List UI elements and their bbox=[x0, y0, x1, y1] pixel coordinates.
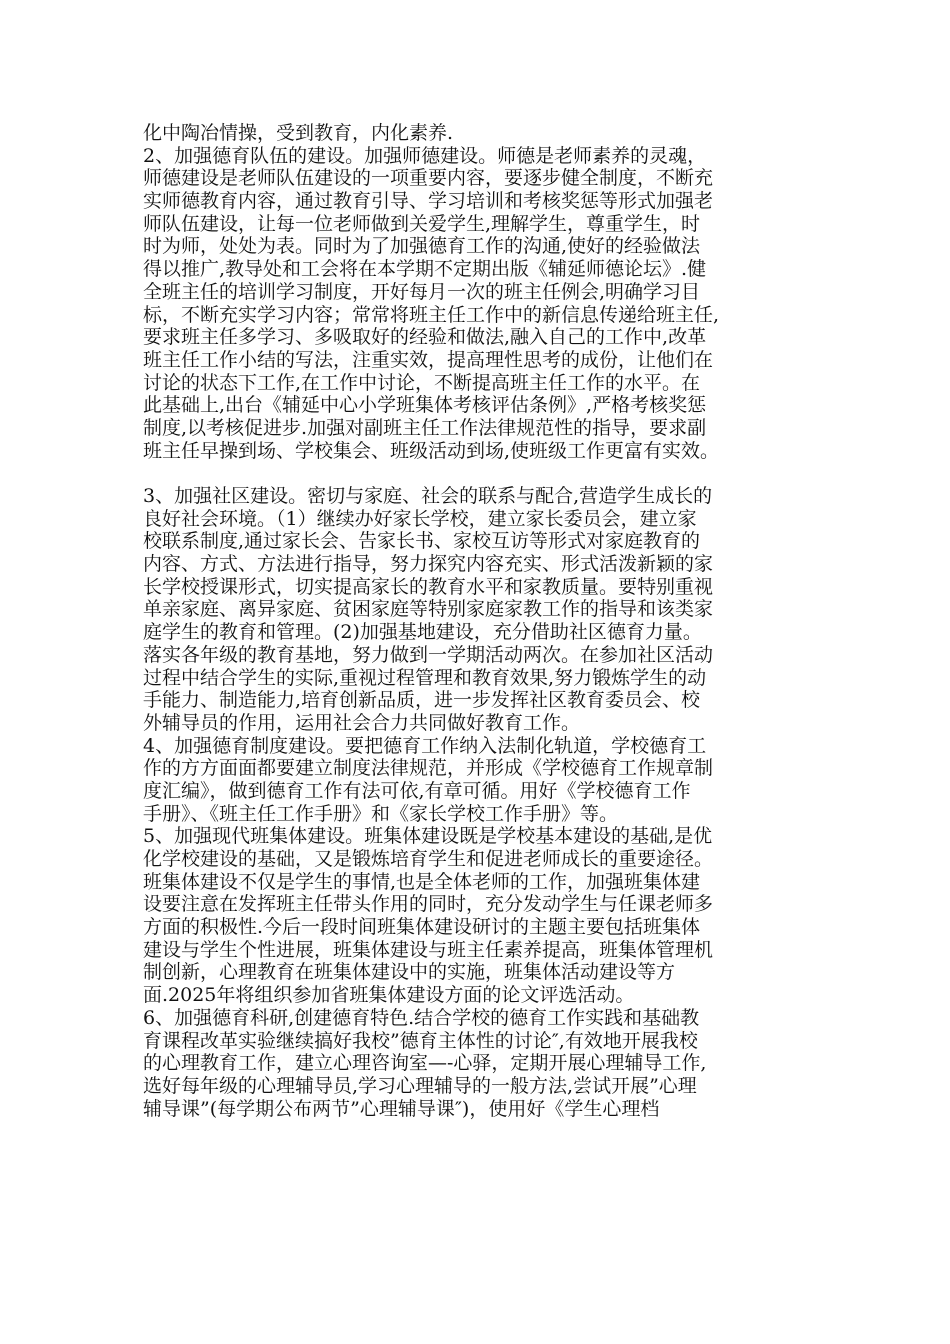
text-line: 要求班主任多学习、多吸取好的经验和做法,融入自己的工作中,改革 bbox=[143, 326, 707, 349]
text-line bbox=[143, 1120, 815, 1143]
paragraph-gap bbox=[143, 462, 815, 485]
text-line: 班主任早操到场、学校集会、班级活动到场,使班级工作更富有实效。 bbox=[143, 439, 720, 462]
text-line: 此基础上,出台《辅延中心小学班集体考核评估条例》,严格考核奖惩 bbox=[143, 394, 707, 417]
text-line: 的心理教育工作，建立心理咨询室—-心驿，定期开展心理辅导工作, bbox=[143, 1052, 707, 1075]
text-line: 设要注意在发挥班主任带头作用的同时，充分发动学生与任课老师多 bbox=[143, 893, 714, 916]
text-line: 全班主任的培训学习制度，开好每月一次的班主任例会,明确学习目 bbox=[143, 280, 701, 303]
text-line: 建设与学生个性进展，班集体建设与班主任素养提高，班集体管理机 bbox=[143, 938, 714, 961]
text-line: 制创新，心理教育在班集体建设中的实施，班集体活动建设等方 bbox=[143, 961, 676, 984]
text-line: 5、加强现代班集体建设。班集体建设既是学校基本建设的基础,是优 bbox=[143, 825, 713, 848]
text-line: 班主任工作小结的写法，注重实效，提高理性思考的成份，让他们在 bbox=[143, 348, 714, 371]
text-line: 辅导课”(每学期公布两节”心理辅导课″)，使用好《学生心理档 bbox=[143, 1097, 660, 1120]
text-line: 实师德教育内容，通过教育引导、学习培训和考核奖惩等形式加强老 bbox=[143, 190, 714, 213]
text-line: 时为师，处处为表。同时为了加强德育工作的沟通,使好的经验做法 bbox=[143, 235, 701, 258]
text-line: 内容、方式、方法进行指导，努力探究内容充实、形式活泼新颖的家 bbox=[143, 553, 714, 576]
text-line: 作的方方面面都要建立制度法律规范，并形成《学校德育工作规章制 bbox=[143, 757, 714, 780]
text-line: 得以推广,教导处和工会将在本学期不定期出版《辅延师德论坛》.健 bbox=[143, 258, 707, 281]
text-line: 校联系制度,通过家长会、告家长书、家校互访等形式对家庭教育的 bbox=[143, 530, 701, 553]
text-line: 6、加强德育科研,创建德育特色.结合学校的德育工作实践和基础教 bbox=[143, 1006, 700, 1029]
text-line: 化中陶冶情操，受到教育，内化素养. bbox=[143, 122, 454, 144]
text-line: 班集体建设不仅是学生的事情,也是全体老师的工作，加强班集体建 bbox=[143, 870, 701, 893]
text-line: 手册》、《班主任工作手册》和《家长学校工作手册》等。 bbox=[143, 802, 619, 825]
text-line: 手能力、制造能力,培育创新品质，进一步发挥社区教育委员会、校 bbox=[143, 689, 701, 712]
text-line: 制度,以考核促进步.加强对副班主任工作法律规范性的指导，要求副 bbox=[143, 416, 707, 439]
text-line: 选好每年级的心理辅导员,学习心理辅导的一般方法,尝试开展”心理 bbox=[143, 1074, 697, 1097]
text-line: 讨论的状态下工作,在工作中讨论，不断提高班主任工作的水平。在 bbox=[143, 371, 701, 394]
text-line: 落实各年级的教育基地，努力做到一学期活动两次。在参加社区活动 bbox=[143, 643, 714, 666]
text-line: 4、加强德育制度建设。要把德育工作纳入法制化轨道，学校德育工 bbox=[143, 734, 707, 757]
text-line: 良好社会环境。（1）继续办好家长学校，建立家长委员会，建立家 bbox=[143, 507, 697, 530]
text-line: 师队伍建设，让每一位老师做到关爱学生,理解学生，尊重学生，时 bbox=[143, 212, 701, 235]
text-line: 2、加强德育队伍的建设。加强师德建设。师德是老师素养的灵魂， bbox=[143, 144, 707, 167]
text-line: 外辅导员的作用，运用社会合力共同做好教育工作。 bbox=[143, 711, 581, 734]
text-line: 过程中结合学生的实际,重视过程管理和教育效果,努力锻炼学生的动 bbox=[143, 666, 707, 689]
document-body bbox=[143, 122, 815, 1143]
text-line: 化学校建设的基础，又是锻炼培育学生和促进老师成长的重要途径。 bbox=[143, 848, 714, 870]
text-line: 标，不断充实学习内容；常常将班主任工作中的新信息传递给班主任, bbox=[143, 303, 720, 326]
text-line: 单亲家庭、离异家庭、贫困家庭等特别家庭家教工作的指导和该类家 bbox=[143, 598, 714, 621]
text-line: 度汇编》，做到德育工作有法可依,有章可循。用好《学校德育工作 bbox=[143, 779, 691, 802]
text-line: 方面的积极性.今后一段时间班集体建设研讨的主题主要包括班集体 bbox=[143, 916, 701, 939]
text-line: 师德建设是老师队伍建设的一项重要内容，要逐步健全制度，不断充 bbox=[143, 167, 714, 190]
text-line: 庭学生的教育和管理。(2)加强基地建设，充分借助社区德育力量。 bbox=[143, 621, 702, 644]
text-line: 3、加强社区建设。密切与家庭、社会的联系与配合,营造学生成长的 bbox=[143, 485, 713, 507]
text-line: 长学校授课形式，切实提高家长的教育水平和家教质量。要特别重视 bbox=[143, 575, 714, 598]
text-line: 面.2025年将组织参加省班集体建设方面的论文评选活动。 bbox=[143, 984, 635, 1007]
text-line: 育课程改革实验继续搞好我校”德育主体性的讨论″,有效地开展我校 bbox=[143, 1029, 698, 1052]
